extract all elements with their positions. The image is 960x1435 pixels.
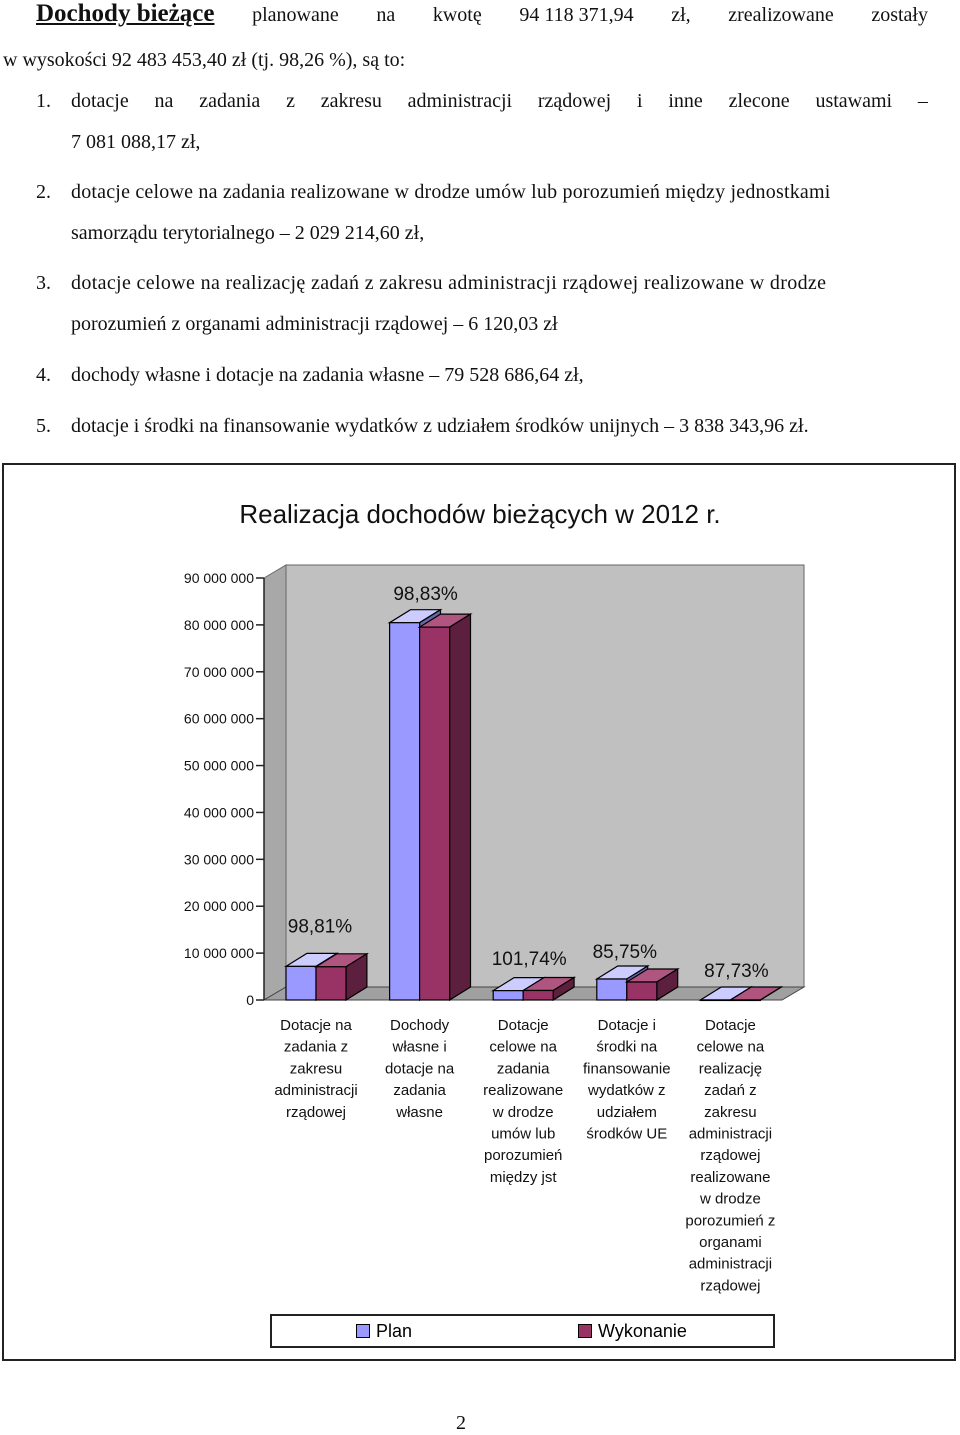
category-label: zadań z: [704, 1082, 757, 1100]
category-label: własne: [396, 1103, 443, 1121]
y-tick-label: 40 000 000: [183, 804, 254, 821]
list-word: zadania: [199, 90, 261, 112]
category-label: zadania z: [283, 1038, 349, 1056]
category-label: celowe na: [696, 1038, 765, 1056]
y-tick-label: 90 000 000: [183, 570, 254, 586]
category-label: realizowane: [483, 1082, 564, 1100]
category-label: Dochody: [389, 1017, 450, 1034]
list-item-4-line-1: dochody własne i dotacje na zadania własne – 79 528 686,64 zł,: [71, 364, 584, 386]
y-tick-label: 0: [246, 992, 254, 1008]
category-label: dotacje na: [384, 1060, 455, 1078]
category-label: Dotacje na: [280, 1017, 352, 1034]
list-item-3-number: 3.: [36, 272, 51, 294]
plot-back-wall: [286, 565, 804, 987]
y-tick-label: 30 000 000: [183, 851, 254, 868]
category-label: administracji: [274, 1082, 358, 1100]
list-word: inne: [668, 90, 703, 112]
list-word: i: [636, 90, 643, 112]
category-label: między jst: [489, 1168, 557, 1186]
bar-wykonanie: [420, 627, 450, 1000]
list-item-2-line-2: samorządu terytorialnego – 2 029 214,60 zł,: [71, 222, 425, 244]
data-label: 98,81%: [287, 916, 353, 938]
bar-wykonanie: [627, 982, 657, 1000]
y-tick-label: 10 000 000: [183, 945, 254, 962]
legend-item-plan: [356, 1321, 412, 1342]
intro-word: zrealizowane: [728, 4, 834, 26]
category-label: umów lub: [491, 1125, 556, 1143]
list-item-2-number: 2.: [36, 181, 51, 203]
list-item-3-line-2: porozumień z organami administracji rządowej – 6 120,03 zł: [71, 313, 558, 335]
y-tick-label: 50 000 000: [183, 757, 254, 774]
list-word: –: [917, 90, 928, 112]
data-label: 87,73%: [704, 961, 769, 982]
category-label: wydatków z: [588, 1082, 666, 1100]
list-word: na: [154, 90, 174, 112]
list-item-5-number: 5.: [36, 415, 51, 437]
chart-title: Realizacja dochodów bieżących w 2012 r.: [239, 499, 721, 529]
y-tick-label: 80 000 000: [183, 616, 254, 633]
bar-plan: [700, 1000, 730, 1001]
category-label: Dotacje i: [597, 1017, 656, 1034]
list-item-5-line-1: dotacje i środki na finansowanie wydatków z udziałem środków unijnych – 3 838 343,96 zł.: [71, 415, 809, 437]
legend-item-wykonanie: [578, 1321, 687, 1342]
category-label: udziałem: [596, 1103, 657, 1121]
bar-plan: [390, 623, 420, 1000]
legend-label-plan: Plan: [376, 1320, 413, 1341]
bar-wykonanie: [523, 990, 553, 1000]
legend-swatch-plan: [356, 1324, 370, 1338]
category-label: środków UE: [586, 1125, 668, 1143]
category-label: celowe na: [489, 1038, 557, 1056]
bar-plan: [597, 979, 627, 1000]
bar-wykonanie: [730, 1000, 760, 1001]
data-label: 85,75%: [592, 942, 658, 963]
category-label: Dotacje: [704, 1017, 756, 1034]
category-label: organami: [699, 1234, 762, 1251]
data-label: 98,83%: [393, 584, 458, 605]
list-item-4-number: 4.: [36, 364, 51, 386]
list-word: zlecone: [728, 90, 790, 112]
list-item-1-number: 1.: [36, 90, 51, 112]
category-label: administracji: [688, 1125, 773, 1143]
category-label: zadania: [496, 1060, 550, 1078]
y-tick-label: 20 000 000: [183, 898, 254, 915]
category-label: realizowane: [690, 1168, 771, 1186]
category-label: w drodze: [492, 1103, 554, 1121]
category-label: w drodze: [699, 1190, 761, 1208]
list-word: zakresu: [320, 90, 382, 112]
category-label: własne i: [392, 1038, 447, 1056]
intro-word: planowane: [252, 4, 339, 26]
category-label: rządowej: [700, 1147, 761, 1165]
category-label: finansowanie: [583, 1060, 671, 1078]
category-label: zakresu: [704, 1103, 757, 1121]
intro-word: 94 118 371,94: [519, 4, 634, 26]
list-word: ustawami: [815, 90, 893, 112]
section-heading: Dochody bieżące: [36, 0, 215, 27]
bar-plan: [286, 966, 316, 1000]
list-word: dotacje: [71, 90, 129, 112]
list-item-2-line-1: dotacje celowe na zadania realizowane w drodze umów lub porozumień między jednostkami: [71, 181, 831, 203]
category-label: rządowej: [700, 1277, 761, 1295]
category-label: porozumień z: [685, 1212, 776, 1230]
category-label: rządowej: [285, 1103, 347, 1121]
intro-line-2: w wysokości 92 483 453,40 zł (tj. 98,26 %), są to:: [3, 49, 406, 71]
chart-legend: [270, 1314, 775, 1348]
intro-word: na: [376, 4, 396, 26]
y-tick-label: 60 000 000: [183, 710, 254, 727]
category-label: zadania: [393, 1082, 446, 1100]
bar-wykonanie: [316, 967, 346, 1000]
category-label: administracji: [688, 1255, 773, 1273]
list-item-1-line-2: 7 081 088,17 zł,: [71, 131, 201, 153]
legend-label-wykonanie: Wykonanie: [598, 1320, 687, 1341]
category-label: porozumień: [484, 1147, 563, 1165]
intro-word: zł,: [671, 4, 691, 26]
bar-plan: [493, 991, 523, 1000]
category-label: środki na: [596, 1038, 658, 1056]
data-label: 101,74%: [491, 949, 567, 970]
page-number: 2: [456, 1412, 466, 1434]
list-word: administracji: [407, 90, 513, 112]
category-label: Dotacje: [497, 1017, 549, 1034]
intro-word: zostały: [871, 4, 928, 26]
bar-wykonanie-side: [450, 614, 471, 1000]
plot-side-wall: [264, 565, 286, 1000]
list-word: z: [286, 90, 295, 112]
y-tick-label: 70 000 000: [183, 663, 254, 680]
list-item-3-line-1: dotacje celowe na realizację zadań z zakresu administracji rządowej realizowane w drodze: [71, 272, 827, 294]
category-label: realizację: [698, 1060, 763, 1078]
list-word: rządowej: [537, 90, 612, 112]
category-label: zakresu: [289, 1060, 343, 1078]
intro-word: kwotę: [432, 4, 482, 26]
legend-swatch-wykonanie: [578, 1324, 592, 1338]
